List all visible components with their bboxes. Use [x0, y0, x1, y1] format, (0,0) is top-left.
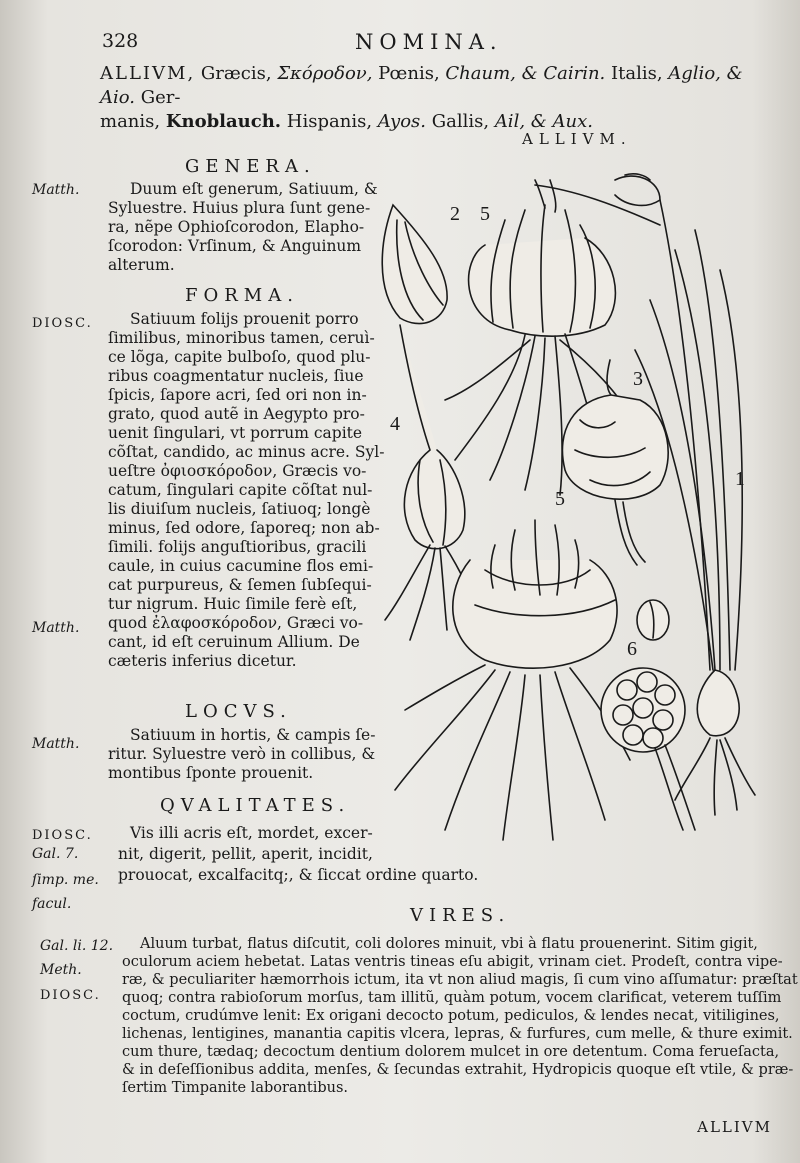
- genera-line: ſcorodon: Vrſinum, & Anguinum: [108, 237, 362, 255]
- running-head: NOMINA.: [355, 30, 503, 54]
- italis-label: Italis,: [605, 63, 669, 84]
- punic-name: Chaum, & Cairin.: [445, 63, 606, 84]
- names-line-2: [100, 110, 780, 134]
- figure-number: 2: [450, 203, 460, 225]
- garlic-bulb-figure-5: [395, 520, 630, 840]
- qualitates-line: prouocat, excalfacitq;, & ſiccat ordine quarto.: [118, 866, 479, 884]
- vires-line: ſertim Timpanite laborantibus.: [122, 1080, 349, 1096]
- figure-number: 5: [555, 488, 565, 510]
- forma-line: quod ἐλαφοσκόροδον, Græci vo-: [108, 614, 364, 632]
- genera-heading: GENERA.: [185, 156, 316, 177]
- allium-word: ALLIVM,: [100, 63, 196, 84]
- figure-number: 1: [735, 468, 745, 490]
- vires-line: Aluum turbat, flatus diſcutit, coli dolores minuit, vbi à flatu prouenerint. Sitim gigit,: [140, 936, 758, 952]
- garlic-bulbil-figure-6: [601, 600, 695, 830]
- locus-line: ritur. Syluestre verò in collibus, &: [108, 745, 376, 763]
- forma-line: ſpicis, ſapore acri, ſed ori non in-: [108, 386, 367, 404]
- forma-line: ce lõga, capite bulboſo, quod plu-: [108, 348, 371, 366]
- genera-line: Syluestre. Huius plura ſunt gene-: [108, 199, 371, 217]
- vires-heading: VIRES.: [410, 905, 511, 926]
- figure-number: 4: [390, 413, 400, 435]
- qualitates-margin-note: ſimp. me.: [32, 872, 99, 888]
- spanish-name: Ayos.: [377, 111, 427, 132]
- french-name: Ail, & Aux.: [494, 111, 593, 132]
- vires-line: oculorum aciem hebetat. Latas ventris tineas eſu abigit, vrinam ciet. Prodeſt, contra vipe-: [122, 954, 783, 970]
- germanis-prefix: Ger-: [135, 87, 181, 108]
- greek-name: Σκόροδον,: [277, 63, 373, 84]
- genera-line: ra, nẽpe Ophioſcorodon, Elapho-: [108, 218, 365, 236]
- forma-line: ribus coagmentatur nucleis, ſiue: [108, 367, 364, 385]
- forma-line: ſimilibus, minoribus tamen, ceruì-: [108, 329, 375, 347]
- vires-margin-note: Gal. li. 12.: [40, 938, 114, 954]
- forma-line: catum, ſingulari capite cõſtat nul-: [108, 481, 373, 499]
- hispanis-label: Hispanis,: [281, 111, 378, 132]
- forma-line: cõſtat, candido, ac minus acre. Syl-: [108, 443, 385, 461]
- locus-line: Satiuum in hortis, & campis ſe-: [130, 726, 376, 744]
- names-paragraph: [100, 62, 780, 134]
- garlic-clove-figure-2: [382, 205, 447, 324]
- forma-line: ſimili. folijs anguſtioribus, gracili: [108, 538, 367, 556]
- garlic-woodcut-illustration: [375, 150, 785, 850]
- forma-line: uenit ſingulari, vt porrum capite: [108, 424, 363, 442]
- forma-margin-matthiolus: Matth.: [32, 620, 80, 636]
- forma-heading: FORMA.: [185, 285, 299, 306]
- genera-line: Duum eſt generum, Satiuum, &: [130, 180, 378, 198]
- qualitates-heading: QVALITATES.: [160, 795, 351, 816]
- forma-line: caule, in cuius cacumine flos emi-: [108, 557, 374, 575]
- german-name: Knoblauch.: [165, 111, 282, 132]
- figure-number: 3: [633, 368, 643, 390]
- vires-line: lichenas, lentigines, manantia capitis vlcera, lepras, & furfures, cum melle, & thure eximit.: [122, 1026, 793, 1042]
- figure-number: 6: [627, 638, 637, 660]
- germanis-suffix: manis,: [100, 111, 166, 132]
- forma-line: cant, id eſt ceruinum Allium. De: [108, 633, 360, 651]
- poenis-label: Pœnis,: [372, 63, 446, 84]
- vires-line: cum thure, tædaq; decoctum dentium dolorem mulcet in ore detentum. Coma ferueſacta,: [122, 1044, 780, 1060]
- qualitates-line: Vis illi acris eſt, mordet, excer-: [130, 824, 373, 842]
- vires-line: coctum, crudúmve lenit: Ex origani decocto potum, pediculos, & lendes necat, vitiligines,: [122, 1008, 780, 1024]
- qualitates-margin-note: DIOSC.: [32, 828, 93, 843]
- illustration-title: ALLIVM.: [522, 130, 632, 148]
- genera-margin-note: Matth.: [32, 182, 80, 198]
- forma-line: ueſtre ὀφιοσκόροδον, Græcis vo-: [108, 462, 367, 480]
- vires-margin-note: Meth.: [40, 962, 82, 978]
- qualitates-line: nit, digerit, pellit, aperit, incidit,: [118, 845, 373, 863]
- forma-line: tur nigrum. Huic ſimile ferè eſt,: [108, 595, 358, 613]
- forma-line: grato, quod autẽ in Aegypto pro-: [108, 405, 365, 423]
- vires-margin-note: DIOSC.: [40, 988, 101, 1003]
- gallis-label: Gallis,: [426, 111, 495, 132]
- forma-line: cat purpureus, & ſemen ſubſequi-: [108, 576, 372, 594]
- locus-margin-note: Matth.: [32, 736, 80, 752]
- forma-line: lis diuiſum nucleis, ſatiuoq; longè: [108, 500, 371, 518]
- qualitates-margin-note: Gal. 7.: [32, 846, 79, 862]
- vires-line: & in deſeſſionibus addita, menſes, & ſecundas extrahit, Hydropicis quoque eſt vtile, & præ-: [122, 1062, 794, 1078]
- locus-line: montibus ſponte prouenit.: [108, 764, 314, 782]
- catchword: ALLIVM: [697, 1118, 772, 1136]
- graecis-label: Græcis,: [195, 63, 278, 84]
- figure-number: 5: [480, 203, 490, 225]
- vires-line: quoq; contra rabioſorum morſus, tam illitũ, quàm potum, vocem clarificat, veterem tuſſim: [122, 990, 782, 1006]
- genera-line: alterum.: [108, 256, 175, 274]
- forma-line: Satiuum folijs prouenit porro: [130, 310, 359, 328]
- page-number: 328: [102, 30, 139, 52]
- forma-line: minus, ſed odore, ſaporeq; non ab-: [108, 519, 380, 537]
- vires-line: ræ, & peculiariter hæmorrhois ictum, ita vt non aliud magis, ſi cum vino aſſumatur: præſtat: [122, 972, 798, 988]
- names-line-1: [100, 62, 780, 110]
- forma-margin-dioscorides: DIOSC.: [32, 316, 93, 331]
- italian-name: Aglio, & Aio.: [100, 63, 743, 108]
- locus-heading: LOCVS.: [185, 701, 292, 722]
- forma-line: cæteris inferius dicetur.: [108, 652, 297, 670]
- qualitates-margin-note: facul.: [32, 896, 72, 912]
